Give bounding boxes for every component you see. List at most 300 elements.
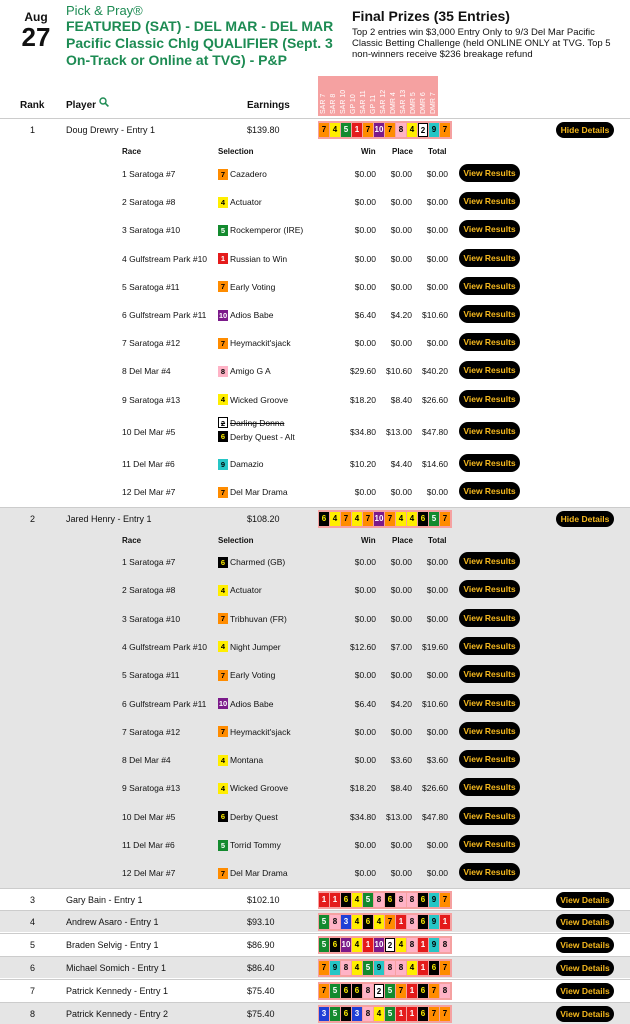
prizes-title: Final Prizes (35 Entries) xyxy=(352,8,510,24)
pick-badge: 8 xyxy=(363,1007,373,1021)
view-results-button[interactable]: View Results xyxy=(459,361,520,379)
horse-name: Darling Donna xyxy=(230,417,285,428)
pick-badge: 10 xyxy=(374,123,384,137)
selection-entry xyxy=(218,195,262,209)
win-amount: $0.00 xyxy=(354,197,376,208)
horse-name: Charmed (GB) xyxy=(230,557,286,567)
race-leg-row xyxy=(0,357,630,385)
selection-entry xyxy=(218,555,285,569)
pick-badge: 9 xyxy=(429,915,439,929)
total-amount: $3.60 xyxy=(426,755,448,766)
contest-title: FEATURED (SAT) - DEL MAR - DEL MAR Pacific Classic Chlg QUALIFIER (Sept. 3 On-Track or Online at TVG) - P&P xyxy=(66,18,334,68)
picks-strip xyxy=(318,1005,452,1023)
total-amount: $0.00 xyxy=(426,253,448,264)
selection-cell xyxy=(218,781,288,795)
selection-cell xyxy=(218,838,281,852)
pick-badge: 8 xyxy=(396,893,406,907)
view-results-button[interactable]: View Results xyxy=(459,422,520,440)
player-name: Patrick Kennedy - Entry 2 xyxy=(66,1009,169,1019)
race-name: 7 Saratoga #12 xyxy=(122,338,181,349)
total-amount: $0.00 xyxy=(426,487,448,498)
race-name: 9 Saratoga #13 xyxy=(122,783,181,794)
post-number-badge: 6 xyxy=(218,431,228,442)
earnings-value: $86.90 xyxy=(247,940,275,950)
total-amount: $26.60 xyxy=(422,783,448,794)
view-results-button[interactable]: View Results xyxy=(459,750,520,768)
view-results-button[interactable]: View Results xyxy=(459,694,520,712)
place-amount: $0.00 xyxy=(390,868,412,879)
total-amount: $0.00 xyxy=(426,868,448,879)
pick-badge: 7 xyxy=(429,1007,439,1021)
selection-entry xyxy=(218,167,267,181)
pick-badge: 7 xyxy=(440,512,450,526)
horse-name: Derby Quest xyxy=(230,811,278,822)
horse-name: Cazadero xyxy=(230,169,267,179)
horse-name: Derby Quest - Alt xyxy=(230,431,295,442)
view-results-button[interactable]: View Results xyxy=(459,333,520,351)
post-number-badge: 7 xyxy=(218,281,228,292)
selection-entry xyxy=(218,223,303,237)
post-number-badge: 1 xyxy=(218,253,228,264)
selection-entry xyxy=(218,252,287,266)
place-amount: $0.00 xyxy=(390,487,412,498)
rank-value: 6 xyxy=(30,963,36,973)
race-name: 12 Del Mar #7 xyxy=(122,868,176,879)
place-amount: $0.00 xyxy=(390,613,412,624)
place-amount: $8.40 xyxy=(390,394,412,405)
pick-badge: 1 xyxy=(363,938,373,952)
pick-badge: 6 xyxy=(341,984,351,998)
race-name: 6 Gulfstream Park #11 xyxy=(122,310,207,320)
selection-cell xyxy=(218,308,273,322)
prizes-description: Top 2 entries win $3,000 Entry Only to 9/3 Del Mar Pacific Classic Betting Challenge (held ONLINE ONLY at TVG. Top 5 non-winners receive $236 breakage refund xyxy=(352,27,611,60)
race-name: 8 Del Mar #4 xyxy=(122,366,171,377)
pick-badge: 4 xyxy=(396,512,406,526)
view-results-button[interactable]: View Results xyxy=(459,305,520,323)
race-leg-row xyxy=(0,803,630,831)
post-number-badge: 6 xyxy=(218,811,228,822)
race-name: 9 Saratoga #13 xyxy=(122,394,181,405)
leaderboard-row xyxy=(0,507,630,529)
rank-value: 2 xyxy=(30,514,36,524)
pick-badge: 9 xyxy=(429,938,439,952)
pick-badge: 5 xyxy=(330,1007,340,1021)
place-amount: $0.00 xyxy=(390,670,412,681)
win-amount: $0.00 xyxy=(354,557,376,567)
player-name: Braden Selvig - Entry 1 xyxy=(66,940,159,950)
selection-entry xyxy=(218,308,273,322)
pick-badge: 1 xyxy=(440,915,450,929)
total-amount: $0.00 xyxy=(426,613,448,624)
win-amount: $0.00 xyxy=(354,670,376,681)
pick-badge: 4 xyxy=(396,938,406,952)
rank-value: 8 xyxy=(30,1009,36,1019)
picks-strip xyxy=(318,959,452,977)
race-code-label: GP 10 xyxy=(350,94,357,114)
selection-cell xyxy=(218,583,262,597)
rank-header: Rank xyxy=(20,100,45,111)
race-leg-row xyxy=(0,414,630,450)
race-name: 10 Del Mar #5 xyxy=(122,426,176,437)
place-amount: $0.00 xyxy=(390,281,412,292)
view-results-button[interactable]: View Results xyxy=(459,665,520,683)
post-number-badge: 2 xyxy=(218,417,228,428)
pick-badge: 7 xyxy=(319,961,329,975)
rank-value: 7 xyxy=(30,986,36,996)
pick-badge: 6 xyxy=(341,893,351,907)
player-name: Doug Drewry - Entry 1 xyxy=(66,125,156,135)
win-amount: $0.00 xyxy=(354,755,376,766)
post-number-badge: 5 xyxy=(218,225,228,236)
pick-badge: 5 xyxy=(341,123,351,137)
place-amount: $0.00 xyxy=(390,557,412,567)
win-amount: $0.00 xyxy=(354,253,376,264)
selection-entry xyxy=(218,753,263,767)
pick-badge: 6 xyxy=(418,984,428,998)
place-amount: $0.00 xyxy=(390,585,412,596)
selection-cell xyxy=(218,416,295,444)
post-number-badge: 4 xyxy=(218,641,228,652)
column-header xyxy=(0,93,630,116)
pick-badge: 2 xyxy=(385,938,395,952)
place-amount: $13.00 xyxy=(386,811,412,822)
pick-badge: 9 xyxy=(429,123,439,137)
earnings-value: $108.20 xyxy=(247,514,280,524)
race-code-label: SAR 12 xyxy=(380,89,387,114)
place-amount: $7.00 xyxy=(390,641,412,652)
rank-value: 3 xyxy=(30,895,36,905)
race-leg-row xyxy=(0,633,630,661)
race-leg-row xyxy=(0,188,630,216)
horse-name: Del Mar Drama xyxy=(230,487,288,498)
horse-name: Night Jumper xyxy=(230,641,281,652)
pick-badge: 8 xyxy=(363,984,373,998)
pick-badge: 1 xyxy=(418,961,428,975)
view-details-button[interactable]: View Details xyxy=(556,960,614,976)
post-number-badge: 7 xyxy=(218,868,228,879)
pick-badge: 5 xyxy=(385,1007,395,1021)
race-name: 3 Saratoga #10 xyxy=(122,613,181,624)
pick-badge: 10 xyxy=(374,938,384,952)
rank-value: 4 xyxy=(30,917,36,927)
place-amount: $4.20 xyxy=(390,310,412,320)
place-amount: $0.00 xyxy=(390,840,412,850)
race-code-label: SAR 8 xyxy=(330,93,337,114)
place-amount: $0.00 xyxy=(390,225,412,236)
pick-badge: 1 xyxy=(407,1007,417,1021)
earnings-value: $139.80 xyxy=(247,125,280,135)
race-name: 7 Saratoga #12 xyxy=(122,726,181,737)
total-amount: $0.00 xyxy=(426,225,448,236)
view-results-button[interactable]: View Results xyxy=(459,580,520,598)
selection-entry xyxy=(218,612,287,626)
leaderboard-row xyxy=(0,888,630,910)
race-leg-row xyxy=(0,450,630,478)
view-results-button[interactable]: View Results xyxy=(459,863,520,881)
contest-info xyxy=(66,3,340,69)
post-number-badge: 7 xyxy=(218,670,228,681)
view-results-button[interactable]: View Results xyxy=(459,164,520,182)
pick-badge: 5 xyxy=(319,938,329,952)
selection-cell xyxy=(218,485,288,499)
player-name: Andrew Asaro - Entry 1 xyxy=(66,917,159,927)
total-amount: $0.00 xyxy=(426,670,448,681)
total-amount: $0.00 xyxy=(426,338,448,349)
place-amount: $10.60 xyxy=(386,366,412,377)
pick-badge: 2 xyxy=(374,984,384,998)
total-amount: $0.00 xyxy=(426,169,448,179)
hide-details-button[interactable]: Hide Details xyxy=(556,511,614,527)
place-amount: $4.20 xyxy=(390,698,412,709)
view-results-button[interactable]: View Results xyxy=(459,807,520,825)
total-amount: $14.60 xyxy=(422,459,448,469)
race-code-label: DMR 7 xyxy=(430,92,437,114)
picks-strip xyxy=(318,121,452,139)
pick-badge: 4 xyxy=(374,915,384,929)
win-amount: $0.00 xyxy=(354,338,376,349)
selection-entry xyxy=(218,364,271,378)
post-number-badge: 4 xyxy=(218,197,228,208)
horse-name: Amigo G A xyxy=(230,366,271,377)
pick-badge: 5 xyxy=(330,984,340,998)
place-col-header: Place xyxy=(392,147,413,156)
win-amount: $0.00 xyxy=(354,487,376,498)
race-name: 12 Del Mar #7 xyxy=(122,487,176,498)
leaderboard-row xyxy=(0,979,630,1001)
search-icon[interactable] xyxy=(99,97,109,110)
contest-header xyxy=(0,0,630,88)
pick-badge: 6 xyxy=(363,915,373,929)
player-name: Michael Somich - Entry 1 xyxy=(66,963,167,973)
win-amount: $18.20 xyxy=(350,783,376,794)
win-amount: $34.80 xyxy=(350,426,376,437)
view-results-button[interactable]: View Results xyxy=(459,390,520,408)
total-amount: $40.20 xyxy=(422,366,448,377)
picks-strip xyxy=(318,913,452,931)
pick-badge: 5 xyxy=(363,961,373,975)
win-amount: $0.00 xyxy=(354,585,376,596)
horse-name: Wicked Groove xyxy=(230,394,289,405)
pick-badge: 8 xyxy=(385,961,395,975)
selection-cell xyxy=(218,753,263,767)
player-name: Jared Henry - Entry 1 xyxy=(66,514,152,524)
view-results-button[interactable]: View Results xyxy=(459,835,520,853)
win-amount: $18.20 xyxy=(350,394,376,405)
selection-cell xyxy=(218,640,281,654)
win-amount: $0.00 xyxy=(354,726,376,737)
place-amount: $0.00 xyxy=(390,169,412,179)
selection-entry xyxy=(218,336,291,350)
selection-entry xyxy=(218,810,278,824)
pick-badge: 7 xyxy=(440,893,450,907)
selection-col-header: Selection xyxy=(218,147,254,156)
race-code-label: SAR 7 xyxy=(320,93,327,114)
pick-badge: 4 xyxy=(352,915,362,929)
details-header xyxy=(0,145,630,159)
pick-badge: 4 xyxy=(407,512,417,526)
view-results-button[interactable]: View Results xyxy=(459,249,520,267)
pick-badge: 9 xyxy=(330,961,340,975)
post-number-badge: 4 xyxy=(218,783,228,794)
race-name: 4 Gulfstream Park #10 xyxy=(122,641,208,652)
place-amount: $0.00 xyxy=(390,726,412,737)
pick-badge: 7 xyxy=(429,984,439,998)
post-number-badge: 10 xyxy=(218,699,228,708)
total-amount: $0.00 xyxy=(426,197,448,208)
pick-badge: 1 xyxy=(319,893,329,907)
selection-cell xyxy=(218,252,287,266)
post-number-badge: 6 xyxy=(218,557,228,568)
selection-cell xyxy=(218,195,262,209)
win-amount: $34.80 xyxy=(350,811,376,822)
selection-entry xyxy=(218,583,262,597)
contest-date xyxy=(16,10,56,50)
post-number-badge: 9 xyxy=(218,459,228,470)
win-amount: $0.00 xyxy=(354,281,376,292)
race-name: 1 Saratoga #7 xyxy=(122,557,176,567)
race-leg-row xyxy=(0,718,630,746)
pick-badge: 5 xyxy=(385,984,395,998)
race-name: 11 Del Mar #6 xyxy=(122,459,175,469)
earnings-value: $75.40 xyxy=(247,986,275,996)
win-col-header: Win xyxy=(361,536,376,545)
place-amount: $0.00 xyxy=(390,253,412,264)
pick-badge: 6 xyxy=(418,512,428,526)
race-name: 11 Del Mar #6 xyxy=(122,840,175,850)
pick-badge: 8 xyxy=(440,984,450,998)
horse-name: Torrid Tommy xyxy=(230,840,281,850)
post-number-badge: 5 xyxy=(218,840,228,851)
total-amount: $19.60 xyxy=(422,641,448,652)
pick-badge: 3 xyxy=(341,915,351,929)
view-results-button[interactable]: View Results xyxy=(459,454,520,472)
race-code-label: SAR 10 xyxy=(340,89,347,114)
total-amount: $0.00 xyxy=(426,557,448,567)
pick-badge: 4 xyxy=(407,961,417,975)
earnings-header: Earnings xyxy=(247,100,290,111)
view-details-button[interactable]: View Details xyxy=(556,914,614,930)
contest-type: Pick & Pray® xyxy=(66,3,143,18)
race-leg-row xyxy=(0,329,630,357)
total-amount: $0.00 xyxy=(426,281,448,292)
post-number-badge: 7 xyxy=(218,169,228,180)
pick-badge: 8 xyxy=(341,961,351,975)
view-results-button[interactable]: View Results xyxy=(459,609,520,627)
view-results-button[interactable]: View Results xyxy=(459,220,520,238)
pick-badge: 9 xyxy=(374,961,384,975)
selection-cell xyxy=(218,810,278,824)
view-results-button[interactable]: View Results xyxy=(459,482,520,500)
race-name: 10 Del Mar #5 xyxy=(122,811,176,822)
place-amount: $8.40 xyxy=(390,783,412,794)
picks-strip xyxy=(318,982,452,1000)
race-leg-row xyxy=(0,859,630,887)
post-number-badge: 7 xyxy=(218,338,228,349)
post-number-badge: 8 xyxy=(218,366,228,377)
race-name: 4 Gulfstream Park #10 xyxy=(122,253,208,264)
player-header[interactable]: Player xyxy=(66,100,97,111)
pick-badge: 5 xyxy=(319,915,329,929)
pick-badge: 6 xyxy=(429,961,439,975)
race-code-label: SAR 11 xyxy=(360,90,367,114)
view-details-button[interactable]: View Details xyxy=(556,937,614,953)
view-results-button[interactable]: View Results xyxy=(459,722,520,740)
selection-cell xyxy=(218,612,287,626)
pick-badge: 1 xyxy=(396,915,406,929)
total-amount: $47.80 xyxy=(422,426,448,437)
race-code-label: GP 11 xyxy=(370,94,377,114)
pick-badge: 7 xyxy=(385,512,395,526)
pick-badge: 7 xyxy=(319,984,329,998)
view-details-button[interactable]: View Details xyxy=(556,892,614,908)
race-leg-row xyxy=(0,774,630,802)
view-details-button[interactable]: View Details xyxy=(556,1006,614,1022)
total-amount: $10.60 xyxy=(422,698,448,709)
view-details-button[interactable]: View Details xyxy=(556,983,614,999)
pick-badge: 1 xyxy=(352,123,362,137)
view-results-button[interactable]: View Results xyxy=(459,552,520,570)
pick-badge: 8 xyxy=(407,893,417,907)
race-code-label: DMR 4 xyxy=(390,92,397,114)
leaderboard-row xyxy=(0,118,630,140)
view-results-button[interactable]: View Results xyxy=(459,192,520,210)
pick-badge: 4 xyxy=(352,938,362,952)
total-amount: $0.00 xyxy=(426,840,448,850)
win-amount: $29.60 xyxy=(350,366,376,377)
selection-entry xyxy=(218,697,273,711)
win-amount: $10.20 xyxy=(350,459,376,469)
pick-badge: 7 xyxy=(440,123,450,137)
pick-badge: 5 xyxy=(429,512,439,526)
prizes-panel xyxy=(352,8,622,60)
selection-entry xyxy=(218,485,288,499)
selection-entry xyxy=(218,866,288,880)
pick-badge: 1 xyxy=(407,984,417,998)
pick-badge: 8 xyxy=(407,938,417,952)
earnings-value: $102.10 xyxy=(247,895,280,905)
total-amount: $10.60 xyxy=(422,310,448,320)
hide-details-button[interactable]: Hide Details xyxy=(556,122,614,138)
earnings-value: $93.10 xyxy=(247,917,275,927)
selection-cell xyxy=(218,280,275,294)
pick-badge: 7 xyxy=(396,984,406,998)
pick-badge: 3 xyxy=(319,1007,329,1021)
horse-name: Heymackit'sjack xyxy=(230,338,291,349)
view-results-button[interactable]: View Results xyxy=(459,637,520,655)
horse-name: Adios Babe xyxy=(230,310,274,320)
pick-badge: 4 xyxy=(352,893,362,907)
selection-cell xyxy=(218,555,285,569)
total-col-header: Total xyxy=(428,536,447,545)
race-name: 8 Del Mar #4 xyxy=(122,755,171,766)
horse-name: Rockemperor (IRE) xyxy=(230,225,304,236)
picks-strip xyxy=(318,510,452,528)
pick-badge: 4 xyxy=(352,512,362,526)
selection-entry xyxy=(218,457,264,471)
win-amount: $6.40 xyxy=(354,698,376,709)
win-amount: $0.00 xyxy=(354,868,376,879)
view-results-button[interactable]: View Results xyxy=(459,277,520,295)
pick-badge: 1 xyxy=(396,1007,406,1021)
selection-cell xyxy=(218,393,288,407)
selection-entry xyxy=(218,430,295,444)
pick-badge: 4 xyxy=(352,961,362,975)
horse-name: Early Voting xyxy=(230,670,276,681)
selection-cell xyxy=(218,223,303,237)
view-results-button[interactable]: View Results xyxy=(459,778,520,796)
leaderboard-row xyxy=(0,910,630,932)
horse-name: Del Mar Drama xyxy=(230,868,288,879)
